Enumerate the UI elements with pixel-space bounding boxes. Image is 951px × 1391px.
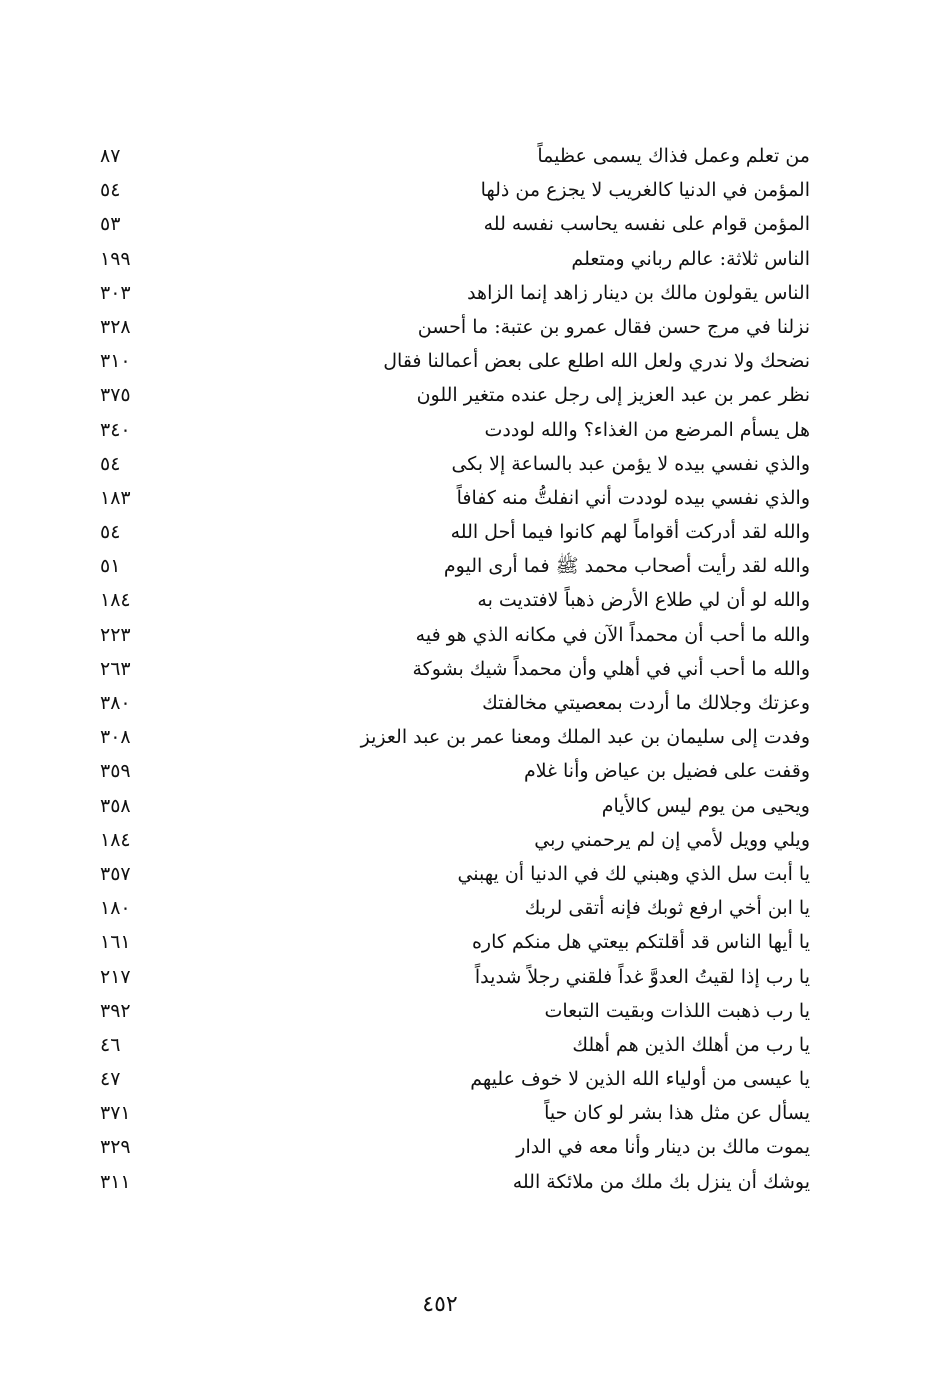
index-entry	[100, 687, 810, 721]
entry-text: والذي نفسي بيده لوددت أني انفلتُّ منه كفافاً	[456, 486, 810, 509]
entry-page-number: ٣٩٢	[100, 999, 131, 1022]
entry-text: نزلنا في مرج حسن فقال عمرو بن عتبة: ما أحسن	[417, 315, 810, 338]
index-entry	[100, 311, 810, 345]
entry-text: يا عيسى من أولياء الله الذين لا خوف عليهم	[470, 1068, 810, 1091]
entry-text: الناس ثلاثة: عالم رباني ومتعلم	[571, 247, 810, 270]
index-entry	[100, 619, 810, 653]
entry-text: والله لو أن لي طلاع الأرض ذهباً لافتديت به	[477, 589, 810, 612]
entry-page-number: ٤٦	[100, 1033, 121, 1056]
index-entry	[100, 995, 810, 1029]
entry-page-number: ١٦١	[100, 931, 131, 954]
index-list	[100, 140, 810, 1200]
entry-page-number: ٢٦٣	[100, 657, 131, 680]
entry-page-number: ٣٤٠	[100, 418, 131, 441]
entry-page-number: ٥٤	[100, 179, 121, 202]
index-entry	[100, 174, 810, 208]
index-entry	[100, 653, 810, 687]
index-entry	[100, 1097, 810, 1131]
entry-page-number: ٣٥٧	[100, 862, 131, 885]
entry-text: ويحيى من يوم ليس كالأيام	[601, 794, 810, 817]
entry-text: نضحك ولا ندري ولعل الله اطلع على بعض أعمالنا فقال	[383, 350, 810, 373]
index-entry	[100, 755, 810, 789]
entry-page-number: ٣٠٣	[100, 281, 131, 304]
index-entry	[100, 926, 810, 960]
entry-page-number: ٣١١	[100, 1170, 131, 1193]
entry-page-number: ٣٧١	[100, 1102, 131, 1125]
index-entry	[100, 208, 810, 242]
entry-page-number: ١٩٩	[100, 247, 131, 270]
entry-page-number: ٥٤	[100, 452, 121, 475]
entry-page-number: ١٨٠	[100, 897, 131, 920]
entry-text: يا أبت سل الذي وهبني لك في الدنيا أن يهبني	[457, 862, 810, 885]
index-entry	[100, 414, 810, 448]
entry-text: والذي نفسي بيده لا يؤمن عبد بالساعة إلا بكى	[451, 452, 810, 475]
index-entry	[100, 1131, 810, 1165]
entry-text: والله ما أحب أن محمداً الآن في مكانه الذي هو فيه	[415, 623, 810, 646]
entry-text: يسأل عن مثل هذا بشر لو كان حياً	[544, 1102, 810, 1125]
entry-text: نظر عمر بن عبد العزيز إلى رجل عنده متغير اللون	[416, 384, 810, 407]
entry-page-number: ٢٢٣	[100, 623, 131, 646]
entry-text: يا رب ذهبت اللذات وبقيت التبعات	[544, 999, 810, 1022]
entry-page-number: ١٨٣	[100, 486, 131, 509]
entry-page-number: ٣٠٨	[100, 726, 131, 749]
index-entry	[100, 961, 810, 995]
entry-page-number: ٣٨٠	[100, 692, 131, 714]
index-entry	[100, 379, 810, 413]
index-entry	[100, 858, 810, 892]
index-entry	[100, 824, 810, 858]
entry-page-number: ٣٥٨	[100, 794, 131, 817]
index-entry	[100, 345, 810, 379]
entry-page-number: ١٨٤	[100, 828, 131, 851]
entry-page-number: ٣٧٥	[100, 384, 131, 407]
index-entry	[100, 550, 810, 584]
entry-text: المؤمن قوام على نفسه يحاسب نفسه لله	[483, 213, 810, 236]
entry-page-number: ٣٥٩	[100, 760, 131, 783]
entry-text: يا رب من أهلك الذين هم أهلك	[572, 1033, 810, 1056]
index-entry	[100, 1063, 810, 1097]
entry-text: والله ما أحب أني في أهلي وأن محمداً شيك بشوكة	[412, 657, 810, 680]
entry-text: المؤمن في الدنيا كالغريب لا يجزع من ذلها	[480, 179, 810, 202]
entry-text: ويلي وويل لأمي إن لم يرحمني ربي	[534, 828, 810, 851]
entry-page-number: ٣١٠	[100, 350, 131, 373]
index-entry	[100, 516, 810, 550]
entry-text: يا ابن أخي ارفع ثوبك فإنه أتقى لربك	[524, 897, 810, 920]
entry-page-number: ٥٣	[100, 213, 121, 236]
entry-text: وفدت إلى سليمان بن عبد الملك ومعنا عمر بن عبد العزيز	[360, 726, 810, 749]
entry-page-number: ١٨٤	[100, 589, 131, 612]
index-entry	[100, 1029, 810, 1063]
entry-text: يا أيها الناس قد أقلتكم بيعتي هل منكم كاره	[471, 931, 810, 954]
index-entry	[100, 721, 810, 755]
entry-page-number: ٣٢٩	[100, 1136, 131, 1159]
index-entry	[100, 140, 810, 174]
entry-page-number: ٣٢٨	[100, 315, 131, 338]
entry-page-number: ٢١٧	[100, 965, 131, 988]
index-entry	[100, 892, 810, 926]
entry-text: والله لقد أدركت أقواماً لهم كانوا فيما أحل الله	[450, 521, 810, 544]
entry-text: الناس يقولون مالك بن دينار زاهد إنما الزاهد	[467, 281, 810, 304]
index-entry	[100, 482, 810, 516]
entry-page-number: ٥٤	[100, 521, 121, 544]
index-entry	[100, 1166, 810, 1200]
entry-text: وقفت على فضيل بن عياض وأنا غلام	[523, 760, 810, 783]
entry-text: هل يسأم المرضع من الغذاء؟ والله لوددت	[484, 418, 810, 441]
entry-text: من تعلم وعمل فذاك يسمى عظيماً	[537, 145, 810, 167]
entry-page-number: ٥١	[100, 555, 121, 578]
entry-text: وعزتك وجلالك ما أردت بمعصيتي مخالفتك	[482, 692, 810, 714]
index-entry	[100, 790, 810, 824]
index-entry	[100, 243, 810, 277]
index-entry	[100, 584, 810, 618]
entry-text: والله لقد رأيت أصحاب محمد ﷺ فما أرى اليوم	[443, 555, 810, 578]
index-entry	[100, 448, 810, 482]
entry-page-number: ٤٧	[100, 1068, 121, 1091]
entry-text: يا رب إذا لقيتُ العدوَّ غداً فلقني رجلاً شديداً	[474, 965, 810, 988]
entry-page-number: ٨٧	[100, 145, 121, 167]
entry-text: يوشك أن ينزل بك ملك من ملائكة الله	[512, 1170, 810, 1193]
page-number: ٤٥٢	[422, 1292, 458, 1317]
entry-text: يموت مالك بن دينار وأنا معه في الدار	[516, 1136, 810, 1159]
index-entry	[100, 277, 810, 311]
